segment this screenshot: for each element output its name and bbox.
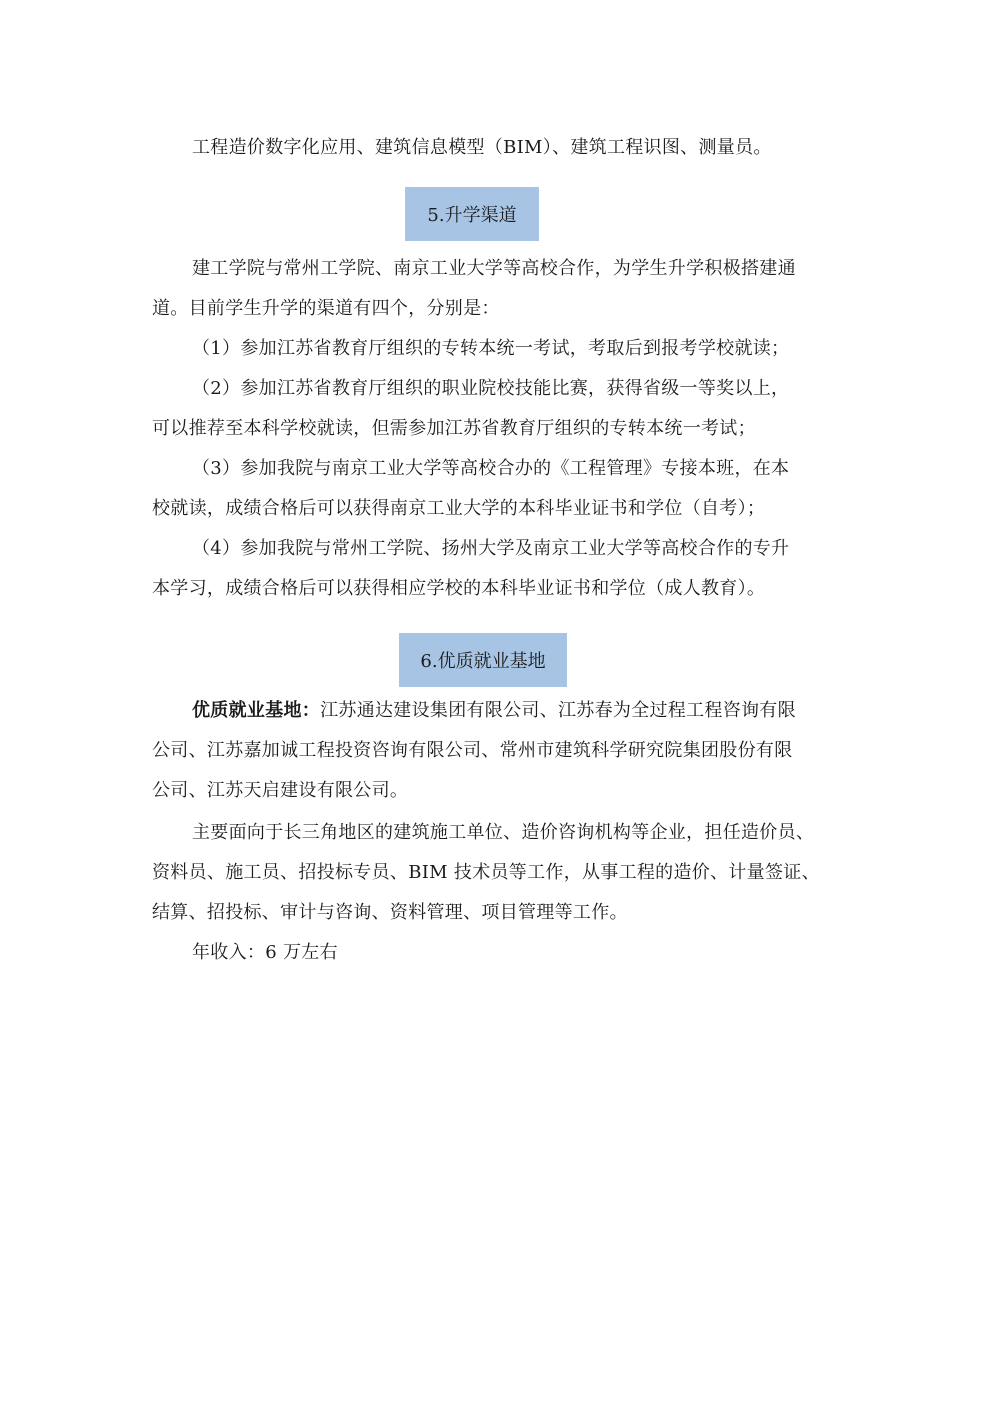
- section6-jobs-line2: 资料员、施工员、招投标专员、BIM 技术员等工作，从事工程的造价、计量签证、: [152, 862, 820, 883]
- section6-bases-line2: 公司、江苏嘉加诚工程投资咨询有限公司、常州市建筑科学研究院集团股份有限: [152, 740, 793, 761]
- section5-item3-line2: 校就读，成绩合格后可以获得南京工业大学的本科毕业证书和学位（自考）；: [152, 498, 766, 519]
- bases-label: 优质就业基地：: [192, 700, 321, 721]
- section6-jobs-line3: 结算、招投标、审计与咨询、资料管理、项目管理等工作。: [152, 902, 628, 923]
- bases-line1-rest: 江苏通达建设集团有限公司、江苏春为全过程工程咨询有限: [320, 700, 796, 721]
- section5-item4-line1: （4）参加我院与常州工学院、扬州大学及南京工业大学等高校合作的专升: [192, 538, 790, 559]
- section6-income: 年收入：6 万左右: [192, 942, 338, 963]
- section6-heading: 6.优质就业基地: [399, 633, 567, 687]
- section6-bases-line1: [192, 691, 852, 731]
- section5-intro-line1: 建工学院与常州工学院、南京工业大学等高校合作，为学生升学积极搭建通: [192, 258, 796, 279]
- section5-intro-line2: 道。目前学生升学的渠道有四个，分别是：: [152, 298, 500, 319]
- section5-heading: 5.升学渠道: [405, 187, 539, 241]
- section6-jobs-line1: 主要面向于长三角地区的建筑施工单位、造价咨询机构等企业，担任造价员、: [192, 822, 815, 843]
- section4-tail-line: 工程造价数字化应用、建筑信息模型（BIM）、建筑工程识图、测量员。: [192, 137, 772, 158]
- section5-item1-line1: （1）参加江苏省教育厅组织的专转本统一考试，考取后到报考学校就读；: [192, 338, 790, 359]
- section5-item3-line1: （3）参加我院与南京工业大学等高校合办的《工程管理》专接本班，在本: [192, 458, 790, 479]
- section5-item2-line2: 可以推荐至本科学校就读，但需参加江苏省教育厅组织的专转本统一考试；: [152, 418, 756, 439]
- section5-item4-line2: 本学习，成绩合格后可以获得相应学校的本科毕业证书和学位（成人教育）。: [152, 578, 766, 599]
- section6-bases-line3: 公司、江苏天启建设有限公司。: [152, 780, 409, 801]
- section5-item2-line1: （2）参加江苏省教育厅组织的职业院校技能比赛，获得省级一等奖以上，: [192, 378, 790, 399]
